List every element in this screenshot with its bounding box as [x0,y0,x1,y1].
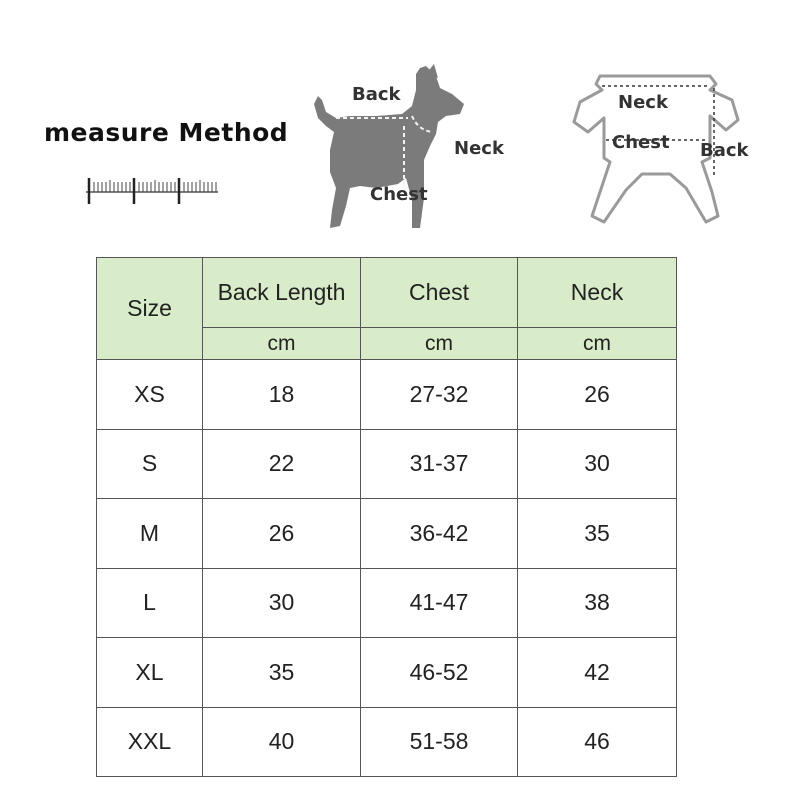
column-header-neck: Neck [518,258,677,328]
size-cell: S [97,429,203,499]
neck-cell: 30 [518,429,677,499]
size-chart-table [96,257,677,777]
measure-method-title: measure Method [44,118,289,147]
column-header-back-length: Back Length [203,258,361,328]
size-cell: XS [97,360,203,430]
size-cell: XL [97,638,203,708]
table-row [97,429,677,499]
shirt-label-back: Back [700,140,749,161]
chest-cell: 36-42 [361,499,518,569]
chest-cell: 31-37 [361,429,518,499]
back-length-cell: 30 [203,568,361,638]
neck-cell: 46 [518,707,677,777]
size-cell: L [97,568,203,638]
size-cell: XXL [97,707,203,777]
dog-label-chest: Chest [370,184,428,205]
size-cell: M [97,499,203,569]
unit-label-neck: cm [518,328,677,360]
measure-method-header [0,0,800,250]
neck-cell: 26 [518,360,677,430]
table-row [97,568,677,638]
table-row [97,638,677,708]
unit-label-back-length: cm [203,328,361,360]
dog-label-back: Back [352,84,401,105]
column-header-chest: Chest [361,258,518,328]
shirt-label-neck: Neck [618,92,668,113]
neck-cell: 35 [518,499,677,569]
table-row [97,499,677,569]
dog-measurement-diagram [300,60,520,240]
back-length-cell: 18 [203,360,361,430]
dog-label-neck: Neck [454,138,504,159]
neck-cell: 38 [518,568,677,638]
column-header-size: Size [97,258,203,360]
back-length-cell: 40 [203,707,361,777]
chest-cell: 41-47 [361,568,518,638]
table-row [97,360,677,430]
chest-cell: 27-32 [361,360,518,430]
shirt-measurement-diagram [560,66,760,236]
neck-cell: 42 [518,638,677,708]
chest-cell: 51-58 [361,707,518,777]
ruler-icon [86,174,222,208]
table-row [97,707,677,777]
shirt-label-chest: Chest [612,132,670,153]
back-length-cell: 22 [203,429,361,499]
chest-cell: 46-52 [361,638,518,708]
unit-label-chest: cm [361,328,518,360]
back-length-cell: 35 [203,638,361,708]
back-length-cell: 26 [203,499,361,569]
